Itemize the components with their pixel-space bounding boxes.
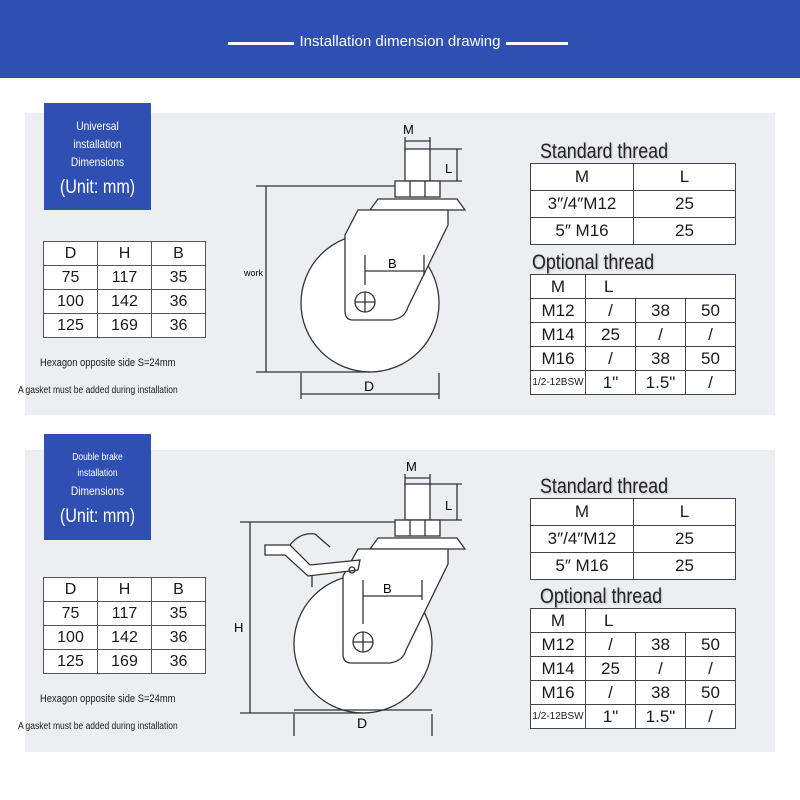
table-row <box>531 633 736 657</box>
page-title-text: Installation dimension drawing <box>294 33 507 50</box>
table-cell: / <box>586 347 636 371</box>
dimension-table <box>43 577 206 674</box>
table-row <box>531 371 736 395</box>
table-cell: 25 <box>586 323 636 347</box>
table-cell: M16 <box>531 681 586 705</box>
optional-thread-title: Optional thread <box>540 585 663 608</box>
table-cell: M14 <box>531 323 586 347</box>
table-row <box>531 299 736 323</box>
standard-thread-table <box>530 163 736 245</box>
table-cell: 50 <box>686 633 736 657</box>
table-cell: 36 <box>152 626 206 650</box>
table-cell: 5″ M16 <box>531 218 634 245</box>
table-row <box>531 553 736 580</box>
table-cell: / <box>686 705 736 729</box>
caster-drawing-double-brake <box>230 452 470 742</box>
caster-drawing-universal <box>240 115 470 405</box>
table-header-cell: M <box>531 164 634 191</box>
table-cell: 25 <box>634 526 736 553</box>
table-row <box>44 626 206 650</box>
table-cell: 1" <box>586 371 636 395</box>
optional-thread-table <box>530 274 736 395</box>
table-cell: 100 <box>44 626 98 650</box>
table-cell: 25 <box>586 657 636 681</box>
table-cell: 38 <box>636 347 686 371</box>
table-header-row <box>44 578 206 602</box>
table-cell: / <box>686 323 736 347</box>
table-cell: 36 <box>152 314 206 338</box>
table-cell: 117 <box>98 602 152 626</box>
table-header-cell: B <box>152 578 206 602</box>
gasket-note: A gasket must be added during installation <box>18 385 178 396</box>
double-brake-badge <box>44 434 151 540</box>
badge-line: Dimensions <box>70 155 125 169</box>
table-cell: 38 <box>636 681 686 705</box>
table-cell: 75 <box>44 266 98 290</box>
table-header-cell: H <box>98 578 152 602</box>
table-cell: 25 <box>634 218 736 245</box>
table-row <box>531 191 736 218</box>
table-row <box>531 705 736 729</box>
table-cell: 1/2-12BSW <box>531 371 586 395</box>
table-cell: 142 <box>98 626 152 650</box>
table-cell: / <box>686 657 736 681</box>
table-row <box>531 323 736 347</box>
page-title <box>0 33 800 50</box>
table-cell: / <box>636 323 686 347</box>
table-cell: 1/2-12BSW <box>531 705 586 729</box>
optional-thread-title: Optional thread <box>532 251 655 274</box>
optional-thread-table <box>530 608 736 729</box>
table-header-cell: L <box>586 275 736 299</box>
table-cell: M14 <box>531 657 586 681</box>
dimension-label-l: L <box>445 498 453 513</box>
table-row <box>44 290 206 314</box>
table-header-cell: L <box>634 164 736 191</box>
table-row <box>44 602 206 626</box>
hexagon-note: Hexagon opposite side S=24mm <box>40 693 176 705</box>
table-cell: 5″ M16 <box>531 553 634 580</box>
dimension-table <box>43 241 206 338</box>
table-row <box>531 218 736 245</box>
universal-badge <box>44 103 151 210</box>
table-cell: / <box>686 371 736 395</box>
table-cell: 1.5" <box>636 705 686 729</box>
dimension-label-b: B <box>388 256 397 271</box>
table-header-cell: M <box>531 499 634 526</box>
dimension-label-d: D <box>357 715 368 731</box>
table-cell: / <box>636 657 686 681</box>
standard-thread-title: Standard thread <box>540 475 669 498</box>
hexagon-note: Hexagon opposite side S=24mm <box>40 357 176 369</box>
table-row <box>44 314 206 338</box>
dimension-label-b: B <box>383 581 392 596</box>
table-cell: / <box>586 299 636 323</box>
table-cell: 25 <box>634 553 736 580</box>
dimension-label-h: work <box>244 268 264 278</box>
table-cell: 25 <box>634 191 736 218</box>
table-cell: 1.5" <box>636 371 686 395</box>
table-cell: 125 <box>44 650 98 674</box>
dimension-label-m: M <box>403 122 414 137</box>
badge-unit: (Unit: mm) <box>59 177 136 198</box>
table-cell: M16 <box>531 347 586 371</box>
table-header-cell: L <box>634 499 736 526</box>
gasket-note: A gasket must be added during installation <box>18 721 178 732</box>
table-cell: / <box>586 681 636 705</box>
table-header-row <box>531 275 736 299</box>
table-header-cell: L <box>586 609 736 633</box>
table-row <box>531 347 736 371</box>
table-header-cell: D <box>44 242 98 266</box>
table-header-row <box>531 609 736 633</box>
table-header-cell: M <box>531 609 586 633</box>
badge-line: Double brake <box>72 452 123 463</box>
badge-line: installation <box>77 468 118 479</box>
table-cell: 50 <box>686 299 736 323</box>
table-header-cell: D <box>44 578 98 602</box>
badge-unit: (Unit: mm) <box>59 506 136 527</box>
table-header-cell: M <box>531 275 586 299</box>
table-cell: 142 <box>98 290 152 314</box>
dimension-label-d: D <box>364 378 375 394</box>
table-cell: 38 <box>636 299 686 323</box>
table-cell: 50 <box>686 347 736 371</box>
table-cell: 75 <box>44 602 98 626</box>
table-cell: 3″/4″M12 <box>531 526 634 553</box>
table-header-row <box>531 499 736 526</box>
table-row <box>531 681 736 705</box>
table-cell: 35 <box>152 602 206 626</box>
page-header <box>0 0 800 78</box>
badge-line: installation <box>73 137 122 151</box>
standard-thread-title: Standard thread <box>540 140 669 163</box>
table-cell: 169 <box>98 314 152 338</box>
table-cell: 38 <box>636 633 686 657</box>
table-row <box>44 650 206 674</box>
table-header-row <box>44 242 206 266</box>
badge-line: Universal <box>76 119 119 133</box>
table-header-cell: B <box>152 242 206 266</box>
table-cell: M12 <box>531 633 586 657</box>
table-cell: 169 <box>98 650 152 674</box>
badge-line: Dimensions <box>70 484 125 498</box>
table-row <box>531 657 736 681</box>
table-header-cell: H <box>98 242 152 266</box>
dimension-label-h: H <box>234 620 244 635</box>
dimension-label-l: L <box>445 161 453 176</box>
table-row <box>44 266 206 290</box>
table-cell: 35 <box>152 266 206 290</box>
table-cell: 117 <box>98 266 152 290</box>
table-cell: / <box>586 633 636 657</box>
table-cell: 3″/4″M12 <box>531 191 634 218</box>
table-row <box>531 526 736 553</box>
table-cell: 100 <box>44 290 98 314</box>
table-cell: 36 <box>152 290 206 314</box>
table-header-row <box>531 164 736 191</box>
standard-thread-table <box>530 498 736 580</box>
table-cell: 50 <box>686 681 736 705</box>
table-cell: 1" <box>586 705 636 729</box>
dimension-label-m: M <box>406 459 417 474</box>
table-cell: 125 <box>44 314 98 338</box>
table-cell: M12 <box>531 299 586 323</box>
table-cell: 36 <box>152 650 206 674</box>
